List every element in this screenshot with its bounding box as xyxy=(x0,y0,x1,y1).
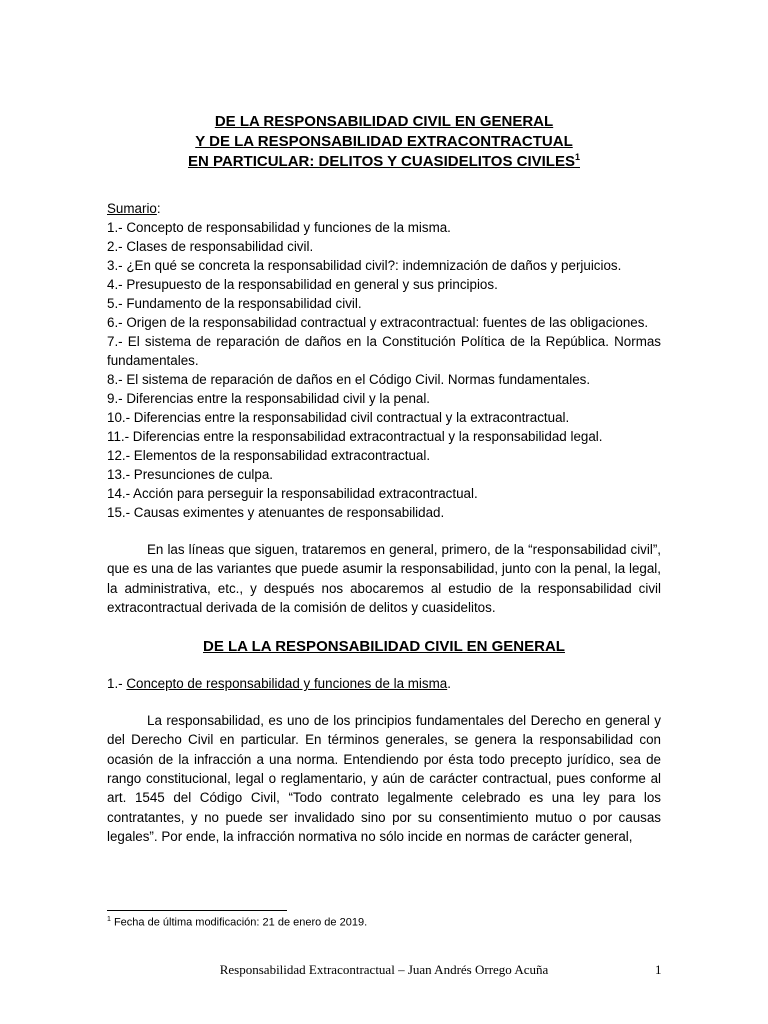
summary-colon: : xyxy=(156,201,161,216)
title-line-2: Y DE LA RESPONSABILIDAD EXTRACONTRACTUAL xyxy=(195,133,573,150)
summary-item: 7.- El sistema de reparación de daños en la Constitución Política de la República. Normas fundamentales. xyxy=(107,334,661,368)
section-heading: DE LA LA RESPONSABILIDAD CIVIL EN GENERAL xyxy=(203,638,565,656)
summary-item: 8.- El sistema de reparación de daños en el Código Civil. Normas fundamentales. xyxy=(107,372,591,387)
summary-heading xyxy=(107,199,661,218)
summary-list xyxy=(107,218,661,522)
summary-item: 10.- Diferencias entre la responsabilidad civil contractual y la extracontractual. xyxy=(107,410,570,425)
summary-item: 13.- Presunciones de culpa. xyxy=(107,467,273,482)
summary-item: 2.- Clases de responsabilidad civil. xyxy=(107,239,314,254)
title-line-3-text: EN PARTICULAR: DELITOS Y CUASIDELITOS CIVILES xyxy=(187,153,575,170)
summary-item: 15.- Causas eximentes y atenuantes de responsabilidad. xyxy=(107,505,445,520)
summary-item: 1.- Concepto de responsabilidad y funciones de la misma. xyxy=(107,220,451,235)
subsection-number: 1.- xyxy=(107,676,127,692)
page-number: 1 xyxy=(655,962,662,977)
subsection-title: Concepto de responsabilidad y funciones de la misma xyxy=(126,676,448,692)
summary-item: 9.- Diferencias entre la responsabilidad civil y la penal. xyxy=(107,391,431,406)
footnote-separator xyxy=(107,910,287,911)
summary-item: 11.- Diferencias entre la responsabilidad extracontractual y la responsabilidad legal. xyxy=(107,429,603,444)
body-paragraph: La responsabilidad, es uno de los principios fundamentales del Derecho en general y del Derecho Civil en particular. En términos generales, se genera la responsabilidad con ocasión de la infracción a una norma. Entendiendo por ésta todo precepto jurídico, sea de rango constitucional, legal o reglamentario, y aún de carácter contractual, pues conforme al art. 1545 del Código Civil, “Todo contrato legalmente celebrado es una ley para los contratantes, y no puede ser invalidado sino por su consentimiento mutuo o por causas legales”. Por ende, la infracción normativa no sólo incide en normas de carácter general, xyxy=(107,713,661,844)
summary-item: 3.- ¿En qué se concreta la responsabilidad civil?: indemnización de daños y perjuicios. xyxy=(107,258,622,273)
title-footnote-mark[interactable]: 1 xyxy=(574,152,580,162)
footnote xyxy=(107,916,367,929)
summary-item: 6.- Origen de la responsabilidad contractual y extracontractual: fuentes de las obligaciones. xyxy=(107,315,649,330)
summary-item: 14.- Acción para perseguir la responsabilidad extracontractual. xyxy=(107,486,478,501)
summary-item: 5.- Fundamento de la responsabilidad civil. xyxy=(107,296,362,311)
footnote-mark: 1 xyxy=(107,916,111,923)
subsection-heading xyxy=(107,674,661,693)
summary-item: 4.- Presupuesto de la responsabilidad en general y sus principios. xyxy=(107,277,498,292)
subsection-period: . xyxy=(447,676,451,692)
title-line-3 xyxy=(107,152,661,172)
summary-section xyxy=(107,199,661,522)
page-content xyxy=(107,112,661,846)
summary-label: Sumario xyxy=(107,201,157,216)
document-title xyxy=(107,112,661,172)
intro-paragraph: En las líneas que siguen, trataremos en general, primero, de la “responsabilidad civil”, que es una de las variantes que puede asumir la responsabilidad, junto con la penal, la legal, la administrativa, etc., y después nos abocaremos al estudio de la responsabilidad civil extracontractual derivada de la comisión de delitos y cuasidelitos. xyxy=(107,542,661,615)
summary-item: 12.- Elementos de la responsabilidad extracontractual. xyxy=(107,448,431,463)
footer-text: Responsabilidad Extracontractual – Juan Andrés Orrego Acuña xyxy=(219,962,549,977)
footnote-text: Fecha de última modificación: 21 de enero de 2019. xyxy=(110,916,368,929)
title-line-1: DE LA RESPONSABILIDAD CIVIL EN GENERAL xyxy=(214,113,554,130)
